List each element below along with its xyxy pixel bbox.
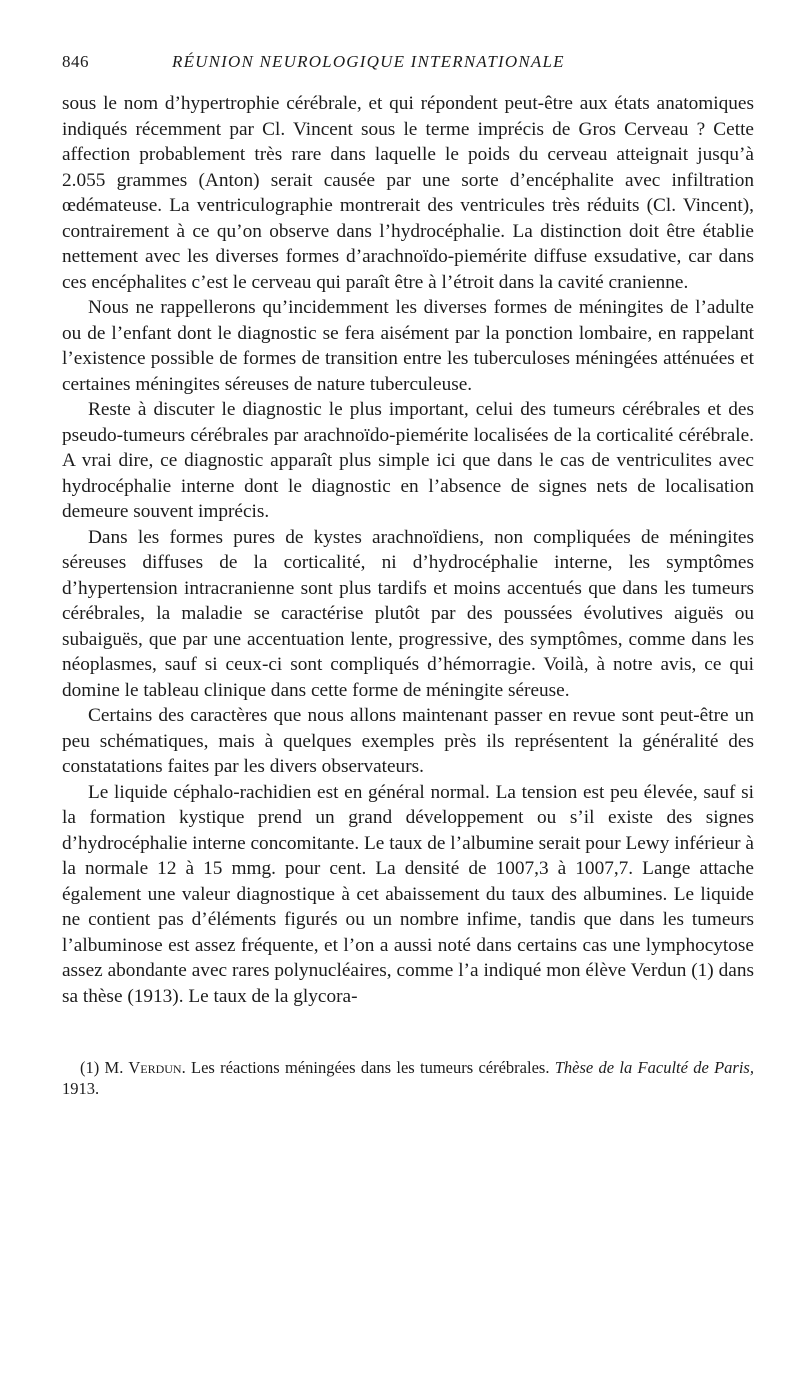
footnote-year: 1913. [62,1079,100,1098]
paragraph-1: sous le nom d’hypertrophie cérébrale, et qui répondent peut-être aux états anatomiques indiqués récemment par Cl. Vincent sous le terme imprécis de Gros Cerveau ? Cette affection probablement très rare dans laquelle le poids du cerveau atteignait jusqu’à 2.055 grammes (Anton) serait causée par une sorte d’encéphalite avec infiltration œdémateuse. La ventriculographie montrerait des ventricules très réduits (Cl. Vincent), contrairement à ce qu’on observe dans l’hydrocéphalie. La distinction doit être établie nettement avec les diverses formes d’arachnoïdo-piemérite diffuse exsudative, car dans ces encéphalites c’est le cerveau qui paraît être à l’étroit dans la cavité cranienne. [62,93,754,293]
page [62,50,754,1099]
paragraph-2: Nous ne rappellerons qu’incidemment les diverses formes de méningites de l’adulte ou de l’enfant dont le diagnostic se fera aisément par la ponction lombaire, en rappelant l’existence possible de formes de transition entre les tuberculoses méningées atténuées et certaines méningites séreuses de nature tuberculeuse. [62,297,754,395]
footnote-text: Les réactions méningées dans les tumeurs cérébrales. [191,1058,550,1077]
paragraph-3: Reste à discuter le diagnostic le plus important, celui des tumeurs cérébrales et des pseudo-tumeurs cérébrales par arachnoïdo-piemérite localisées de la corticalité cérébrale. A vrai dire, ce diagnostic apparaît plus simple ici que dans le cas de ventriculites avec hydrocéphalie interne dont le diagnostic en l’absence de signes nets de localisation demeure souvent imprécis. [62,399,754,522]
paragraph-5: Certains des caractères que nous allons maintenant passer en revue sont peut-être un peu schématiques, mais à quelques exemples près ils représentent la généralité des constatations faites par les divers observateurs. [62,705,754,777]
body-text [62,91,754,1009]
footnote-work: Thèse de la Faculté de Paris, [554,1058,754,1077]
page-number: 846 [62,52,89,71]
footnote [62,1057,754,1099]
paragraph-6: Le liquide céphalo-rachidien est en général normal. La tension est peu élevée, sauf si la formation kystique prend un grand développement ou s’il existe des signes d’hydrocéphalie interne concomitante. Le taux de l’albumine serait pour Lewy inférieur à la normale 12 à 15 mmg. pour cent. La densité de 1007,3 à 1007,7. Lange attache également une valeur diagnostique à cet abaissement du taux des albumines. Le liquide ne contient pas d’éléments figurés ou un nombre infime, tandis que dans les tumeurs l’albuminose est assez fréquente, et l’on a aussi noté dans certains cas une lymphocytose assez abondante avec rares polynucléaires, comme l’a indiqué mon élève Verdun (1) dans sa thèse (1913). Le taux de la glycora- [62,781,754,1007]
footnote-marker: (1) [80,1058,100,1077]
footnote-author: M. Verdun. [104,1058,186,1077]
running-header [62,50,754,80]
paragraph-4: Dans les formes pures de kystes arachnoïdiens, non compliquées de méningites séreuses diffuses de la corticalité, ni d’hydrocéphalie interne, les symptômes d’hypertension intracranienne sont plus tardifs et moins accentués que dans les tumeurs cérébrales, la maladie se caractérise plutôt par des poussées évolutives aiguës ou subaiguës, que par une accentuation lente, progressive, des symptômes, comme dans les néoplasmes, sauf si ceux-ci sont compliqués d’hémorragie. Voilà, à notre avis, ce qui domine le tableau clinique dans cette forme de méningite séreuse. [62,526,754,701]
running-title: RÉUNION NEUROLOGIQUE INTERNATIONALE [172,52,565,71]
